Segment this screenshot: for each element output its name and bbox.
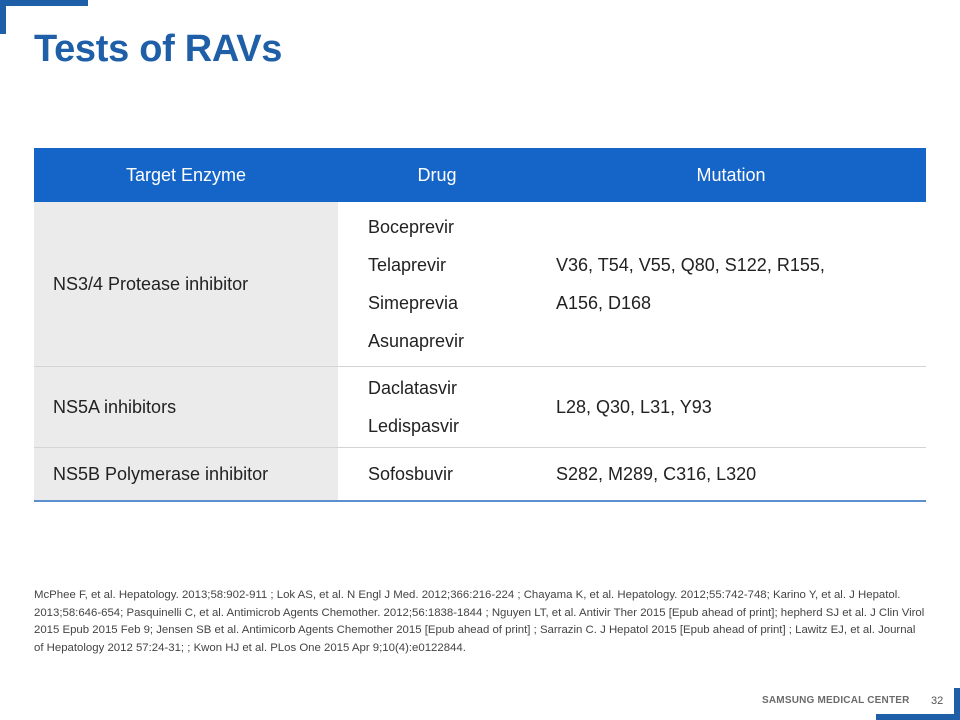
slide-title: Tests of RAVs <box>34 28 283 70</box>
header-mutation: Mutation <box>536 148 926 202</box>
top-left-accent-bar <box>0 0 88 6</box>
bottom-right-accent-bar <box>876 714 960 720</box>
table-row <box>34 448 926 502</box>
drug-name: Telaprevir <box>368 255 447 275</box>
drug-name: Simeprevia <box>368 293 459 313</box>
table-row <box>34 367 926 448</box>
mutation-text: S282, M289, C316, L320 <box>556 464 757 484</box>
header-drug: Drug <box>338 148 536 202</box>
table-row <box>34 202 926 367</box>
drug-cell <box>338 367 536 448</box>
drug-cell <box>338 202 536 367</box>
target-enzyme-cell: NS3/4 Protease inhibitor <box>34 202 338 367</box>
mutation-cell <box>536 367 926 448</box>
target-enzyme-cell: NS5A inhibitors <box>34 367 338 448</box>
brand-logo-text: SAMSUNG MEDICAL CENTER <box>762 695 910 706</box>
drug-name: Asunaprevir <box>368 331 465 351</box>
rav-table <box>34 148 926 502</box>
references-text: McPhee F, et al. Hepatology. 2013;58:902-911 ; Lok AS, et al. N Engl J Med. 2012;366:216-224 ; Chayama K, et al. Hepatology. 2012;55:742-748; Karino Y, et al. J Hepatol. 2013;58:646-654; Pasquinelli C, et al. Antimicrob Agents Chemother. 2012;56:1838-1844 ; Nguyen LT, et al. Antivir Ther 2015 [Epub ahead of print]; hepherd SJ et al. J Clin Virol 2015 Epub 2015 Feb 9; Jensen SB et al. Antimicorb Agents Chemother 2015 [Epub ahead of print] ; Sarrazin C. J Hepatol 2015 [Epub ahead of print] ; Lawitz EJ, et al. Journal of Hepatology 2012 57:24-31; ; Kwon HJ et al. PLos One 2015 Apr 9;10(4):e0122844. <box>34 589 925 654</box>
drug-name: Ledispasvir <box>368 416 460 436</box>
drug-cell <box>338 448 536 502</box>
table-header-row <box>34 148 926 202</box>
drug-name: Boceprevir <box>368 217 455 237</box>
drug-name: Sofosbuvir <box>368 464 454 484</box>
target-enzyme-cell: NS5B Polymerase inhibitor <box>34 448 338 502</box>
mutation-cell <box>536 448 926 502</box>
mutation-text: L28, Q30, L31, Y93 <box>556 397 712 417</box>
mutation-text: A156, D168 <box>556 293 652 313</box>
mutation-text: V36, T54, V55, Q80, S122, R155, <box>556 255 825 275</box>
drug-name: Daclatasvir <box>368 378 458 398</box>
bottom-right-accent-bar-vertical <box>954 688 960 720</box>
page-number: 32 <box>931 695 944 707</box>
top-left-accent-bar-vertical <box>0 0 6 34</box>
header-target-enzyme: Target Enzyme <box>34 148 338 202</box>
mutation-cell <box>536 202 926 367</box>
